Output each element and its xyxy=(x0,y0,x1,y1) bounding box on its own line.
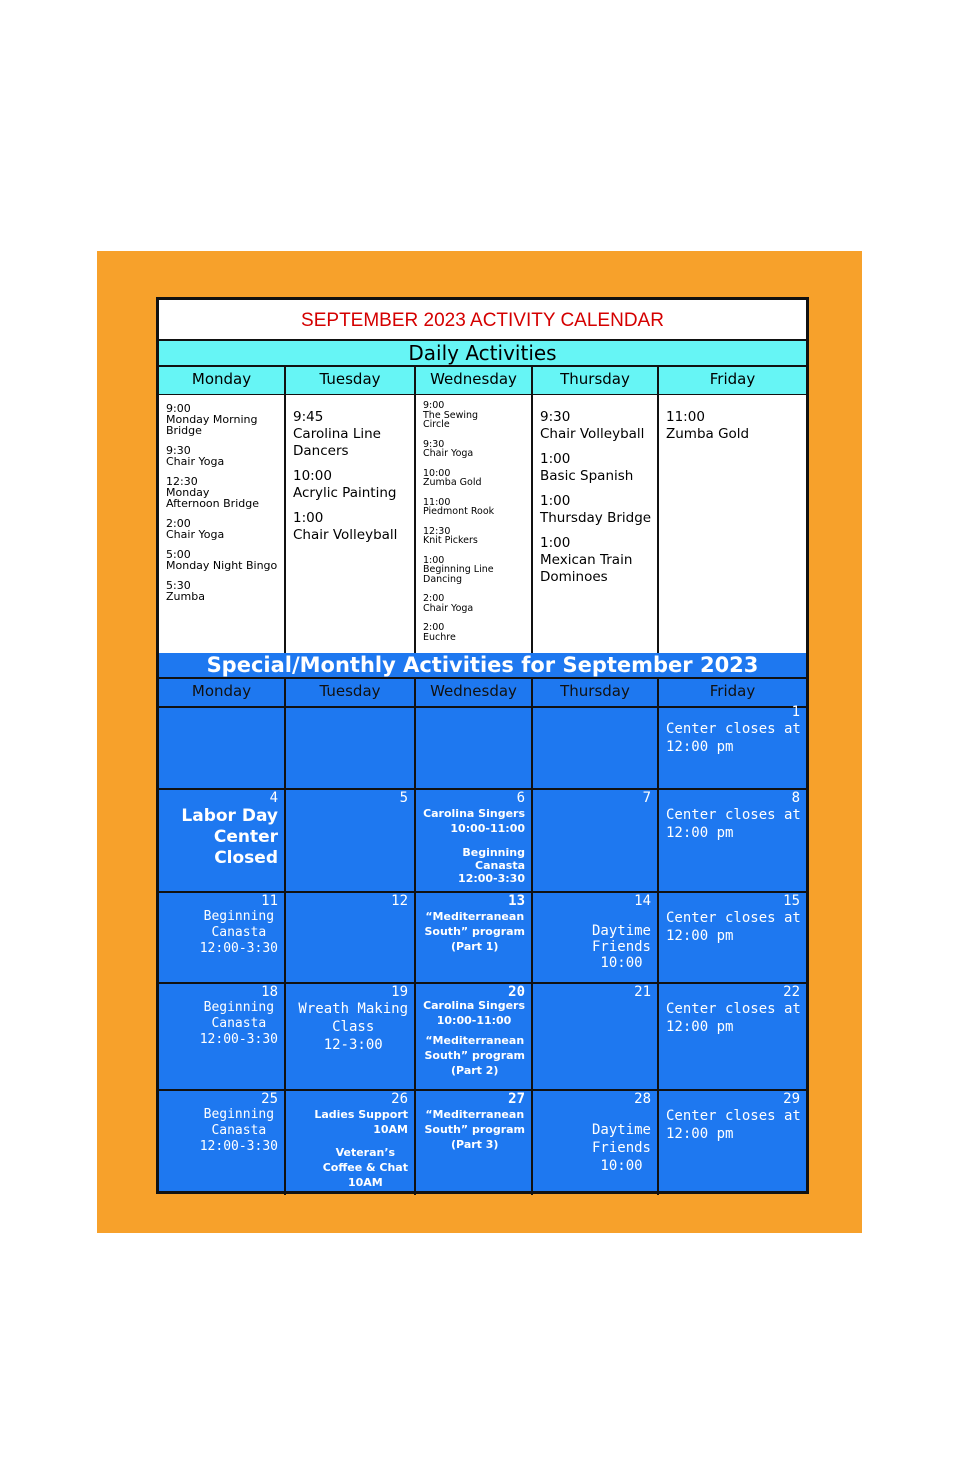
day-cell xyxy=(416,704,533,788)
activity: 11:00 Zumba Gold xyxy=(666,409,750,442)
day-number: 21 xyxy=(634,984,651,1000)
activity: 10:00 Zumba Gold xyxy=(423,467,482,488)
daily-tuesday xyxy=(286,395,416,653)
day-cell xyxy=(533,893,659,982)
day-number: 29 xyxy=(783,1091,800,1107)
daily-thursday xyxy=(533,395,659,653)
day-cell xyxy=(286,1091,416,1195)
day-cell xyxy=(533,984,659,1089)
week-row xyxy=(159,1091,806,1195)
day-cell xyxy=(416,984,533,1089)
week-row xyxy=(159,893,806,984)
event-text: Carolina Singers 10:00-11:00 xyxy=(423,807,525,835)
day-header-thursday: Thursday xyxy=(533,367,659,394)
day-number: 14 xyxy=(634,893,651,909)
day-number: 5 xyxy=(399,790,408,806)
activity: 9:30 Chair Volleyball xyxy=(540,409,645,442)
activity: 9:30 Chair Yoga xyxy=(166,444,225,468)
day-header-wednesday: Wednesday xyxy=(416,679,533,706)
activity: 1:00 Basic Spanish xyxy=(540,451,634,484)
day-cell xyxy=(416,893,533,982)
activity: 1:00 Thursday Bridge xyxy=(540,493,652,526)
day-cell xyxy=(286,984,416,1089)
day-number: 22 xyxy=(783,984,800,1000)
activity: 9:45 Carolina Line Dancers xyxy=(293,409,381,459)
event-text: Ladies Support 10AM xyxy=(314,1108,408,1136)
day-header-wednesday: Wednesday xyxy=(416,367,533,394)
center-closes-note: Center closes at 12:00 pm xyxy=(666,1108,801,1142)
event-text: “Mediterranean South” program (Part 3) xyxy=(424,1108,525,1151)
day-cell xyxy=(159,704,286,788)
monthly-grid xyxy=(159,704,806,1195)
activity: 9:00 The Sewing Circle xyxy=(423,400,479,430)
labor-day-note: Labor Day Center Closed xyxy=(181,806,278,868)
day-number: 18 xyxy=(261,984,278,1000)
day-cell xyxy=(659,1091,806,1195)
activity: 11:00 Piedmont Rook xyxy=(423,496,495,517)
event-text: Beginning Canasta 12:00-3:30 xyxy=(199,909,278,956)
event-text: Beginning Canasta 12:00-3:30 xyxy=(458,846,525,885)
activity-calendar xyxy=(156,297,809,1194)
activity: 9:30 Chair Yoga xyxy=(423,438,474,459)
daily-friday xyxy=(659,395,806,653)
day-cell xyxy=(286,893,416,982)
activity: 1:00 Mexican Train Dominoes xyxy=(540,535,633,585)
day-cell xyxy=(416,1091,533,1195)
day-cell xyxy=(533,1091,659,1195)
event-text: “Mediterranean South” program (Part 2) xyxy=(424,1034,525,1077)
event-text: Daytime Friends 10:00 xyxy=(591,1122,651,1174)
day-number: 12 xyxy=(391,893,408,909)
day-cell xyxy=(659,704,806,788)
day-header-thursday: Thursday xyxy=(533,679,659,706)
day-cell xyxy=(533,704,659,788)
activity: 2:00 Chair Yoga xyxy=(166,517,225,541)
day-number: 8 xyxy=(791,790,800,806)
day-number: 26 xyxy=(391,1091,408,1107)
day-cell xyxy=(286,790,416,891)
event-text: Veteran’s Coffee & Chat 10AM xyxy=(322,1146,408,1189)
event-text: Beginning Canasta 12:00-3:30 xyxy=(199,1000,278,1047)
activity: 2:00 Chair Yoga xyxy=(423,593,474,614)
activity: 1:00 Beginning Line Dancing xyxy=(423,554,494,585)
daily-activities-grid xyxy=(159,395,806,653)
activity: 5:00 Monday Night Bingo xyxy=(166,548,278,572)
day-header-tuesday: Tuesday xyxy=(286,367,416,394)
daily-wednesday xyxy=(416,395,533,653)
activity: 1:00 Chair Volleyball xyxy=(293,510,398,543)
day-number: 28 xyxy=(634,1091,651,1107)
day-number: 20 xyxy=(508,984,525,1000)
event-text: Wreath Making Class 12-3:00 xyxy=(298,1001,408,1053)
activity: 10:00 Acrylic Painting xyxy=(293,468,397,501)
center-closes-note: Center closes at 12:00 pm xyxy=(666,807,801,841)
day-cell xyxy=(159,893,286,982)
day-cell xyxy=(159,984,286,1089)
day-header-tuesday: Tuesday xyxy=(286,679,416,706)
event-text: “Mediterranean South” program (Part 1) xyxy=(424,910,525,953)
day-number: 11 xyxy=(261,893,278,909)
day-cell xyxy=(533,790,659,891)
week-row xyxy=(159,790,806,893)
activity: 5:30 Zumba xyxy=(166,579,205,603)
center-closes-note: Center closes at 12:00 pm xyxy=(666,910,801,944)
day-number: 1 xyxy=(791,704,800,720)
daily-monday xyxy=(159,395,286,653)
activity: 12:30 Knit Pickers xyxy=(423,525,478,546)
week-row xyxy=(159,984,806,1091)
day-cell xyxy=(159,1091,286,1195)
activity: 12:30 Monday Afternoon Bridge xyxy=(166,475,259,510)
daily-day-header xyxy=(159,367,806,396)
day-number: 13 xyxy=(508,893,525,909)
day-cell xyxy=(286,704,416,788)
day-cell xyxy=(659,790,806,891)
day-cell xyxy=(659,984,806,1089)
event-text: Carolina Singers 10:00-11:00 xyxy=(423,999,525,1027)
day-header-monday: Monday xyxy=(159,367,286,394)
day-cell xyxy=(416,790,533,891)
activity: 9:00 Monday Morning Bridge xyxy=(166,402,258,437)
calendar-title: SEPTEMBER 2023 ACTIVITY CALENDAR xyxy=(159,300,806,341)
day-header-monday: Monday xyxy=(159,679,286,706)
day-number: 7 xyxy=(642,790,651,806)
week-row xyxy=(159,704,806,790)
day-number: 25 xyxy=(261,1091,278,1107)
special-activities-heading: Special/Monthly Activities for September 2023 xyxy=(206,653,759,677)
day-number: 19 xyxy=(391,984,408,1000)
center-closes-note: Center closes at 12:00 pm xyxy=(666,1001,801,1035)
center-closes-note: Center closes at 12:00 pm xyxy=(666,721,801,755)
daily-activities-heading: Daily Activities xyxy=(159,341,806,367)
activity: 2:00 Euchre xyxy=(423,622,456,643)
day-header-friday: Friday xyxy=(709,682,756,700)
day-number: 4 xyxy=(269,790,278,806)
day-cell xyxy=(159,790,286,891)
day-number: 27 xyxy=(508,1091,525,1107)
event-text: Beginning Canasta 12:00-3:30 xyxy=(199,1107,278,1154)
day-number: 15 xyxy=(783,893,800,909)
day-header-friday: Friday xyxy=(709,370,756,388)
event-text: Daytime Friends 10:00 xyxy=(591,923,651,971)
day-number: 6 xyxy=(516,790,525,806)
day-cell xyxy=(659,893,806,982)
